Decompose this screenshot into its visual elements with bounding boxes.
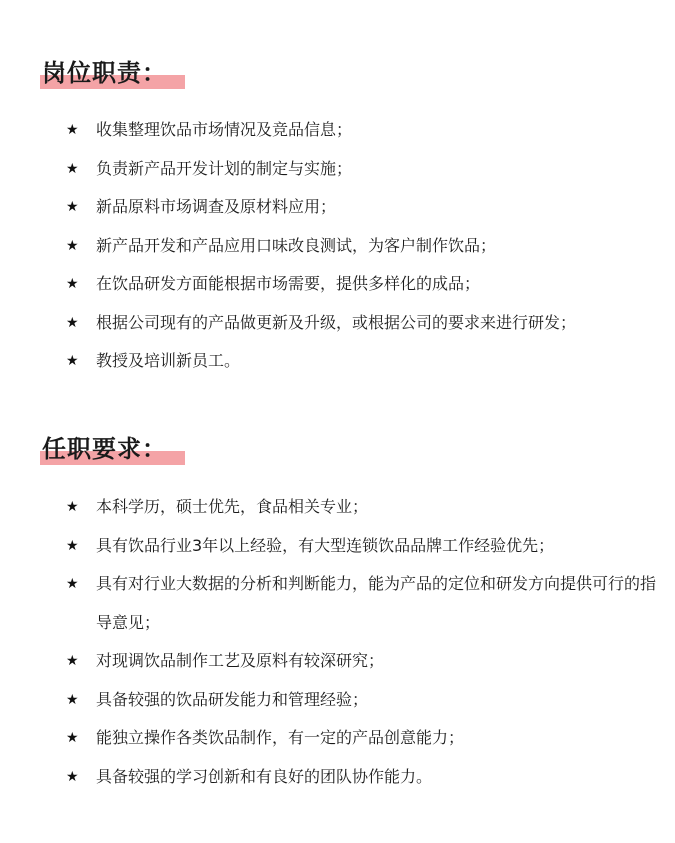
list-item xyxy=(0,642,656,681)
star-icon: ★ xyxy=(66,691,79,708)
star-icon: ★ xyxy=(66,353,79,369)
list-item xyxy=(0,227,656,266)
list-item xyxy=(0,265,656,304)
list-item-text: 收集整理饮品市场情况及竞品信息； xyxy=(96,120,353,139)
list-item xyxy=(0,304,656,343)
requirements-title: 任职要求： xyxy=(42,435,167,463)
list-item xyxy=(0,150,656,189)
star-icon: ★ xyxy=(66,730,79,746)
list-item xyxy=(0,719,656,758)
requirements-heading-wrap xyxy=(42,432,167,466)
star-icon: ★ xyxy=(66,160,79,177)
star-icon: ★ xyxy=(66,537,79,554)
list-item-text: 负责新产品开发计划的制定与实施； xyxy=(96,158,353,178)
list-item xyxy=(0,681,656,720)
list-item xyxy=(0,527,656,566)
star-icon: ★ xyxy=(66,276,79,292)
star-icon: ★ xyxy=(66,199,79,215)
list-item xyxy=(0,488,656,527)
list-item xyxy=(0,188,656,227)
list-item-text: 新产品开发和产品应用口味改良测试，为客户制作饮品； xyxy=(96,235,497,255)
star-icon: ★ xyxy=(66,499,79,515)
star-icon: ★ xyxy=(66,653,79,669)
list-item-text: 新品原料市场调查及原材料应用； xyxy=(96,197,337,216)
list-item xyxy=(0,565,656,642)
list-item-text: 具备较强的学习创新和有良好的团队协作能力。 xyxy=(96,766,433,786)
star-icon: ★ xyxy=(66,768,79,785)
list-item-text: 具备较强的饮品研发能力和管理经验； xyxy=(96,689,369,709)
list-item-text: 本科学历，硕士优先，食品相关专业； xyxy=(96,497,369,516)
list-item xyxy=(0,758,656,797)
list-item-text: 对现调饮品制作工艺及原料有较深研究； xyxy=(96,651,385,670)
star-icon: ★ xyxy=(66,122,79,138)
list-item-text: 具有饮品行业3年以上经验，有大型连锁饮品品牌工作经验优先； xyxy=(96,535,555,555)
responsibilities-title: 岗位职责： xyxy=(42,59,167,87)
list-item-text: 能独立操作各类饮品制作，有一定的产品创意能力； xyxy=(96,728,465,747)
list-item-text: 在饮品研发方面能根据市场需要，提供多样化的成品； xyxy=(96,274,481,293)
responsibilities-heading-wrap xyxy=(42,56,167,90)
star-icon: ★ xyxy=(66,576,79,592)
list-item-text: 根据公司现有的产品做更新及升级，或根据公司的要求来进行研发； xyxy=(96,312,577,332)
list-item-text: 具有对行业大数据的分析和判断能力，能为产品的定位和研发方向提供可行的指导意见； xyxy=(96,574,657,632)
list-item xyxy=(0,111,656,150)
list-item-text: 教授及培训新员工。 xyxy=(96,351,241,370)
star-icon: ★ xyxy=(66,237,79,254)
list-item xyxy=(0,342,656,381)
responsibilities-list xyxy=(0,111,656,381)
star-icon: ★ xyxy=(66,314,79,331)
requirements-list xyxy=(0,488,656,796)
